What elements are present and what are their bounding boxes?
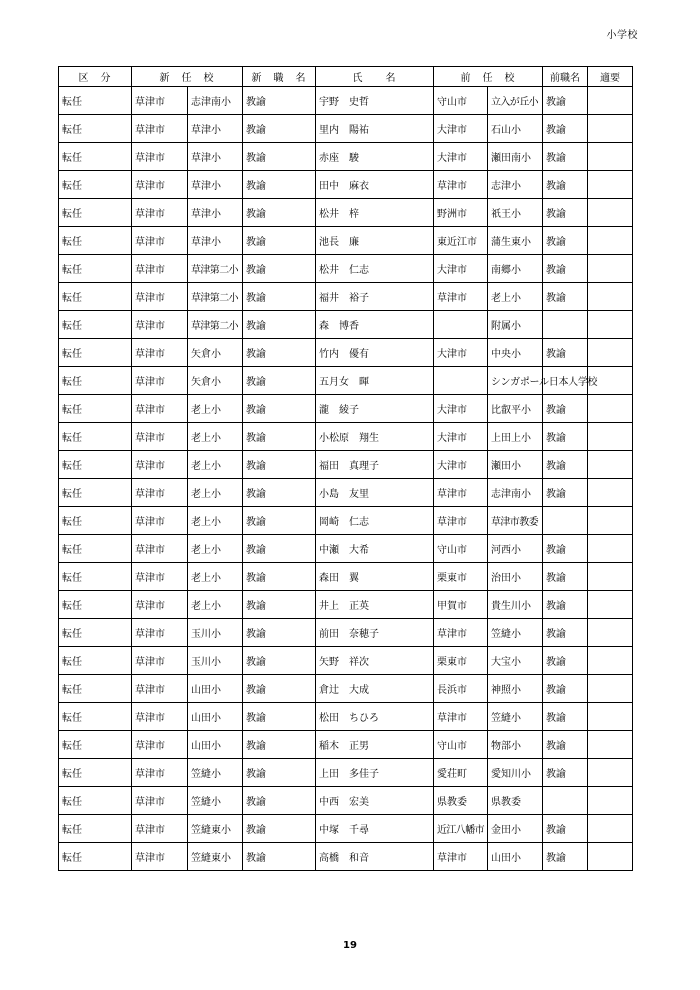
- cell-new-post: 教諭: [243, 619, 316, 647]
- table-row: [59, 843, 633, 871]
- cell-prev-school: 大宝小: [488, 647, 543, 675]
- cell-prev-post: 教諭: [543, 675, 588, 703]
- cell-prev-post: 教諭: [543, 591, 588, 619]
- cell-remarks: [588, 143, 633, 171]
- cell-remarks: [588, 311, 633, 339]
- cell-new-school: 矢倉小: [188, 339, 243, 367]
- cell-prev-post: 教諭: [543, 759, 588, 787]
- cell-kubun: 転任: [59, 479, 132, 507]
- cell-prev-school: 比叡平小: [488, 395, 543, 423]
- cell-prev-post: 教諭: [543, 703, 588, 731]
- table-row: [59, 283, 633, 311]
- cell-new-city: 草津市: [132, 591, 188, 619]
- cell-name: 森 博香: [316, 311, 434, 339]
- cell-name: 稲木 正男: [316, 731, 434, 759]
- cell-new-city: 草津市: [132, 535, 188, 563]
- cell-remarks: [588, 703, 633, 731]
- cell-name: 前田 奈穂子: [316, 619, 434, 647]
- header-name: 氏 名: [316, 67, 434, 87]
- cell-new-city: 草津市: [132, 451, 188, 479]
- cell-prev-school: 上田上小: [488, 423, 543, 451]
- cell-new-school: 草津小: [188, 115, 243, 143]
- table-row: [59, 143, 633, 171]
- table-row: [59, 787, 633, 815]
- cell-kubun: 転任: [59, 367, 132, 395]
- cell-remarks: [588, 563, 633, 591]
- table-row: [59, 731, 633, 759]
- cell-prev-city: 守山市: [434, 535, 488, 563]
- cell-remarks: [588, 87, 633, 115]
- cell-kubun: 転任: [59, 395, 132, 423]
- cell-prev-post: [543, 507, 588, 535]
- cell-kubun: 転任: [59, 451, 132, 479]
- cell-new-city: 草津市: [132, 815, 188, 843]
- table-row: [59, 815, 633, 843]
- header-new-post: 新 職 名: [243, 67, 316, 87]
- cell-name: 竹内 優有: [316, 339, 434, 367]
- cell-remarks: [588, 619, 633, 647]
- cell-new-city: 草津市: [132, 787, 188, 815]
- cell-kubun: 転任: [59, 703, 132, 731]
- cell-new-school: 矢倉小: [188, 367, 243, 395]
- cell-name: 赤座 駿: [316, 143, 434, 171]
- cell-new-post: 教諭: [243, 171, 316, 199]
- table-row: [59, 759, 633, 787]
- page-number: 19: [343, 940, 357, 951]
- cell-name: 倉辻 大成: [316, 675, 434, 703]
- table-row: [59, 563, 633, 591]
- cell-new-city: 草津市: [132, 507, 188, 535]
- cell-new-post: 教諭: [243, 731, 316, 759]
- cell-prev-post: 教諭: [543, 619, 588, 647]
- cell-name: 森田 翼: [316, 563, 434, 591]
- cell-new-city: 草津市: [132, 479, 188, 507]
- cell-prev-post: 教諭: [543, 339, 588, 367]
- table-row: [59, 227, 633, 255]
- header-new-school: 新 任 校: [132, 67, 243, 87]
- cell-remarks: [588, 255, 633, 283]
- header-prev-school: 前 任 校: [434, 67, 543, 87]
- cell-remarks: [588, 283, 633, 311]
- cell-prev-post: 教諭: [543, 843, 588, 871]
- cell-new-post: 教諭: [243, 199, 316, 227]
- cell-prev-city: 長浜市: [434, 675, 488, 703]
- cell-kubun: 転任: [59, 255, 132, 283]
- cell-new-city: 草津市: [132, 843, 188, 871]
- cell-new-post: 教諭: [243, 591, 316, 619]
- cell-prev-post: 教諭: [543, 87, 588, 115]
- cell-prev-city: 草津市: [434, 283, 488, 311]
- cell-new-school: 山田小: [188, 731, 243, 759]
- cell-new-school: 草津小: [188, 199, 243, 227]
- cell-prev-school: 附属小: [488, 311, 543, 339]
- cell-prev-city: 東近江市: [434, 227, 488, 255]
- cell-prev-school: 志津南小: [488, 479, 543, 507]
- cell-prev-school: 笠縫小: [488, 703, 543, 731]
- cell-new-post: 教諭: [243, 815, 316, 843]
- cell-prev-school: 物部小: [488, 731, 543, 759]
- cell-prev-post: [543, 787, 588, 815]
- cell-prev-city: 近江八幡市: [434, 815, 488, 843]
- cell-prev-school: 草津市教委: [488, 507, 543, 535]
- cell-new-post: 教諭: [243, 759, 316, 787]
- cell-remarks: [588, 339, 633, 367]
- cell-kubun: 転任: [59, 815, 132, 843]
- cell-prev-city: 大津市: [434, 143, 488, 171]
- table-row: [59, 115, 633, 143]
- cell-prev-city: 草津市: [434, 507, 488, 535]
- cell-remarks: [588, 843, 633, 871]
- cell-new-city: 草津市: [132, 227, 188, 255]
- cell-prev-school: 県教委: [488, 787, 543, 815]
- cell-new-school: 草津小: [188, 171, 243, 199]
- cell-name: 松井 梓: [316, 199, 434, 227]
- cell-prev-city: 愛荘町: [434, 759, 488, 787]
- cell-new-school: 老上小: [188, 423, 243, 451]
- cell-new-post: 教諭: [243, 647, 316, 675]
- cell-name: 岡崎 仁志: [316, 507, 434, 535]
- header-prev-post: 前職名: [543, 67, 588, 87]
- cell-kubun: 転任: [59, 843, 132, 871]
- cell-name: 宇野 史哲: [316, 87, 434, 115]
- cell-new-school: 草津第二小: [188, 283, 243, 311]
- cell-name: 井上 正英: [316, 591, 434, 619]
- cell-kubun: 転任: [59, 647, 132, 675]
- cell-prev-post: 教諭: [543, 563, 588, 591]
- cell-name: 中塚 千尋: [316, 815, 434, 843]
- cell-new-school: 老上小: [188, 451, 243, 479]
- cell-remarks: [588, 479, 633, 507]
- cell-prev-school: 貴生川小: [488, 591, 543, 619]
- cell-new-school: 笠縫小: [188, 759, 243, 787]
- cell-prev-school: 金田小: [488, 815, 543, 843]
- cell-new-city: 草津市: [132, 311, 188, 339]
- table-row: [59, 451, 633, 479]
- cell-prev-city: 野洲市: [434, 199, 488, 227]
- cell-prev-city: 栗東市: [434, 647, 488, 675]
- cell-new-post: 教諭: [243, 535, 316, 563]
- cell-prev-city: 大津市: [434, 451, 488, 479]
- cell-new-post: 教諭: [243, 367, 316, 395]
- cell-new-city: 草津市: [132, 339, 188, 367]
- table-row: [59, 423, 633, 451]
- cell-kubun: 転任: [59, 563, 132, 591]
- cell-new-post: 教諭: [243, 563, 316, 591]
- cell-prev-post: 教諭: [543, 395, 588, 423]
- cell-remarks: [588, 647, 633, 675]
- cell-remarks: [588, 815, 633, 843]
- table-row: [59, 171, 633, 199]
- cell-new-post: 教諭: [243, 115, 316, 143]
- cell-new-post: 教諭: [243, 283, 316, 311]
- cell-new-school: 山田小: [188, 675, 243, 703]
- cell-remarks: [588, 171, 633, 199]
- cell-name: 里内 陽祐: [316, 115, 434, 143]
- cell-prev-post: 教諭: [543, 283, 588, 311]
- cell-remarks: [588, 675, 633, 703]
- cell-new-school: 草津第二小: [188, 255, 243, 283]
- cell-prev-school: 笠縫小: [488, 619, 543, 647]
- cell-new-post: 教諭: [243, 787, 316, 815]
- table-header: [59, 67, 633, 87]
- cell-remarks: [588, 451, 633, 479]
- cell-new-city: 草津市: [132, 367, 188, 395]
- cell-prev-school: 河西小: [488, 535, 543, 563]
- cell-kubun: 転任: [59, 227, 132, 255]
- table-body: [59, 87, 633, 871]
- cell-kubun: 転任: [59, 339, 132, 367]
- cell-new-post: 教諭: [243, 87, 316, 115]
- cell-prev-city: 草津市: [434, 479, 488, 507]
- cell-kubun: 転任: [59, 507, 132, 535]
- cell-kubun: 転任: [59, 143, 132, 171]
- cell-prev-school: 愛知川小: [488, 759, 543, 787]
- cell-name: 中瀬 大希: [316, 535, 434, 563]
- cell-new-city: 草津市: [132, 115, 188, 143]
- cell-prev-post: 教諭: [543, 171, 588, 199]
- cell-new-school: 草津小: [188, 143, 243, 171]
- cell-new-school: 老上小: [188, 479, 243, 507]
- cell-new-city: 草津市: [132, 283, 188, 311]
- cell-new-school: 老上小: [188, 563, 243, 591]
- table-row: [59, 87, 633, 115]
- cell-new-city: 草津市: [132, 675, 188, 703]
- cell-new-city: 草津市: [132, 759, 188, 787]
- cell-prev-school: 中央小: [488, 339, 543, 367]
- cell-kubun: 転任: [59, 535, 132, 563]
- cell-kubun: 転任: [59, 115, 132, 143]
- cell-prev-school: 瀬田小: [488, 451, 543, 479]
- cell-name: 矢野 祥次: [316, 647, 434, 675]
- table-row: [59, 535, 633, 563]
- cell-new-city: 草津市: [132, 171, 188, 199]
- cell-new-school: 山田小: [188, 703, 243, 731]
- cell-new-school: 老上小: [188, 507, 243, 535]
- cell-kubun: 転任: [59, 787, 132, 815]
- cell-prev-city: 栗東市: [434, 563, 488, 591]
- cell-name: 高橋 和音: [316, 843, 434, 871]
- cell-kubun: 転任: [59, 675, 132, 703]
- cell-prev-post: 教諭: [543, 535, 588, 563]
- cell-prev-city: 大津市: [434, 395, 488, 423]
- cell-new-post: 教諭: [243, 479, 316, 507]
- cell-new-city: 草津市: [132, 87, 188, 115]
- cell-new-post: 教諭: [243, 255, 316, 283]
- cell-remarks: [588, 115, 633, 143]
- cell-prev-city: 守山市: [434, 87, 488, 115]
- cell-prev-post: 教諭: [543, 255, 588, 283]
- cell-new-post: 教諭: [243, 395, 316, 423]
- cell-remarks: [588, 731, 633, 759]
- cell-remarks: [588, 507, 633, 535]
- cell-new-post: 教諭: [243, 339, 316, 367]
- cell-prev-post: 教諭: [543, 423, 588, 451]
- cell-kubun: 転任: [59, 199, 132, 227]
- table-row: [59, 395, 633, 423]
- cell-prev-school: 石山小: [488, 115, 543, 143]
- cell-name: 小松原 翔生: [316, 423, 434, 451]
- cell-name: 福田 真理子: [316, 451, 434, 479]
- cell-prev-post: 教諭: [543, 115, 588, 143]
- cell-remarks: [588, 759, 633, 787]
- cell-prev-city: 大津市: [434, 423, 488, 451]
- table-row: [59, 367, 633, 395]
- cell-new-post: 教諭: [243, 227, 316, 255]
- cell-kubun: 転任: [59, 171, 132, 199]
- cell-new-city: 草津市: [132, 199, 188, 227]
- cell-prev-post: 教諭: [543, 647, 588, 675]
- cell-name: 小島 友里: [316, 479, 434, 507]
- cell-new-school: 玉川小: [188, 619, 243, 647]
- cell-prev-city: [434, 367, 488, 395]
- cell-new-post: 教諭: [243, 423, 316, 451]
- cell-prev-city: 大津市: [434, 115, 488, 143]
- cell-new-city: 草津市: [132, 395, 188, 423]
- header-kubun: 区 分: [59, 67, 132, 87]
- cell-remarks: [588, 535, 633, 563]
- cell-kubun: 転任: [59, 619, 132, 647]
- cell-new-city: 草津市: [132, 423, 188, 451]
- cell-prev-school: 神照小: [488, 675, 543, 703]
- table-row: [59, 591, 633, 619]
- cell-new-school: 老上小: [188, 591, 243, 619]
- cell-new-school: 老上小: [188, 395, 243, 423]
- cell-prev-school: 山田小: [488, 843, 543, 871]
- cell-prev-city: 甲賀市: [434, 591, 488, 619]
- cell-prev-city: 草津市: [434, 843, 488, 871]
- cell-remarks: [588, 227, 633, 255]
- cell-kubun: 転任: [59, 759, 132, 787]
- table-row: [59, 507, 633, 535]
- cell-prev-post: 教諭: [543, 451, 588, 479]
- cell-prev-post: 教諭: [543, 479, 588, 507]
- cell-new-school: 笠縫小: [188, 787, 243, 815]
- cell-kubun: 転任: [59, 87, 132, 115]
- cell-new-post: 教諭: [243, 703, 316, 731]
- cell-name: 田中 麻衣: [316, 171, 434, 199]
- cell-prev-city: 草津市: [434, 171, 488, 199]
- table-row: [59, 199, 633, 227]
- cell-prev-city: [434, 311, 488, 339]
- cell-kubun: 転任: [59, 591, 132, 619]
- table-row: [59, 703, 633, 731]
- cell-name: 瀧 綾子: [316, 395, 434, 423]
- cell-kubun: 転任: [59, 731, 132, 759]
- cell-prev-city: 大津市: [434, 339, 488, 367]
- cell-name: 中西 宏美: [316, 787, 434, 815]
- table-row: [59, 255, 633, 283]
- header-row: [59, 67, 633, 87]
- table-row: [59, 675, 633, 703]
- cell-new-school: 志津南小: [188, 87, 243, 115]
- table-row: [59, 647, 633, 675]
- cell-prev-school: 治田小: [488, 563, 543, 591]
- cell-new-city: 草津市: [132, 647, 188, 675]
- cell-prev-city: 県教委: [434, 787, 488, 815]
- cell-new-city: 草津市: [132, 255, 188, 283]
- cell-remarks: [588, 787, 633, 815]
- cell-prev-school: 蒲生東小: [488, 227, 543, 255]
- table-row: [59, 619, 633, 647]
- cell-prev-city: 大津市: [434, 255, 488, 283]
- cell-prev-post: 教諭: [543, 199, 588, 227]
- cell-new-school: 笠縫東小: [188, 815, 243, 843]
- cell-prev-post: 教諭: [543, 731, 588, 759]
- cell-remarks: [588, 199, 633, 227]
- cell-new-city: 草津市: [132, 563, 188, 591]
- cell-remarks: [588, 395, 633, 423]
- table-row: [59, 479, 633, 507]
- cell-name: 福井 裕子: [316, 283, 434, 311]
- cell-new-post: 教諭: [243, 675, 316, 703]
- cell-new-city: 草津市: [132, 143, 188, 171]
- cell-new-city: 草津市: [132, 703, 188, 731]
- cell-new-post: 教諭: [243, 451, 316, 479]
- cell-prev-school: 瀬田南小: [488, 143, 543, 171]
- cell-kubun: 転任: [59, 423, 132, 451]
- cell-kubun: 転任: [59, 311, 132, 339]
- cell-new-school: 玉川小: [188, 647, 243, 675]
- cell-kubun: 転任: [59, 283, 132, 311]
- table-row: [59, 339, 633, 367]
- cell-name: 松井 仁志: [316, 255, 434, 283]
- cell-remarks: [588, 591, 633, 619]
- cell-prev-city: 草津市: [434, 703, 488, 731]
- cell-name: 池長 廉: [316, 227, 434, 255]
- cell-prev-school: 立入が丘小: [488, 87, 543, 115]
- cell-new-post: 教諭: [243, 507, 316, 535]
- cell-prev-post: 教諭: [543, 815, 588, 843]
- cell-prev-school: シンガポール日本人学校: [488, 367, 543, 395]
- cell-prev-school: 祇王小: [488, 199, 543, 227]
- cell-new-school: 草津第二小: [188, 311, 243, 339]
- cell-new-school: 草津小: [188, 227, 243, 255]
- cell-new-city: 草津市: [132, 619, 188, 647]
- cell-new-school: 笠縫東小: [188, 843, 243, 871]
- cell-prev-city: 守山市: [434, 731, 488, 759]
- cell-prev-post: [543, 311, 588, 339]
- cell-prev-school: 志津小: [488, 171, 543, 199]
- table-row: [59, 311, 633, 339]
- cell-remarks: [588, 423, 633, 451]
- cell-prev-post: 教諭: [543, 227, 588, 255]
- cell-new-city: 草津市: [132, 731, 188, 759]
- cell-new-school: 老上小: [188, 535, 243, 563]
- cell-name: 五月女 暉: [316, 367, 434, 395]
- school-category-label: 小学校: [606, 30, 638, 41]
- cell-new-post: 教諭: [243, 143, 316, 171]
- cell-new-post: 教諭: [243, 843, 316, 871]
- cell-prev-post: 教諭: [543, 143, 588, 171]
- cell-prev-school: 老上小: [488, 283, 543, 311]
- header-remarks: 適要: [588, 67, 633, 87]
- cell-prev-school: 南郷小: [488, 255, 543, 283]
- cell-name: 上田 多佳子: [316, 759, 434, 787]
- cell-name: 松田 ちひろ: [316, 703, 434, 731]
- personnel-roster-table: [58, 66, 633, 871]
- cell-prev-city: 草津市: [434, 619, 488, 647]
- cell-new-post: 教諭: [243, 311, 316, 339]
